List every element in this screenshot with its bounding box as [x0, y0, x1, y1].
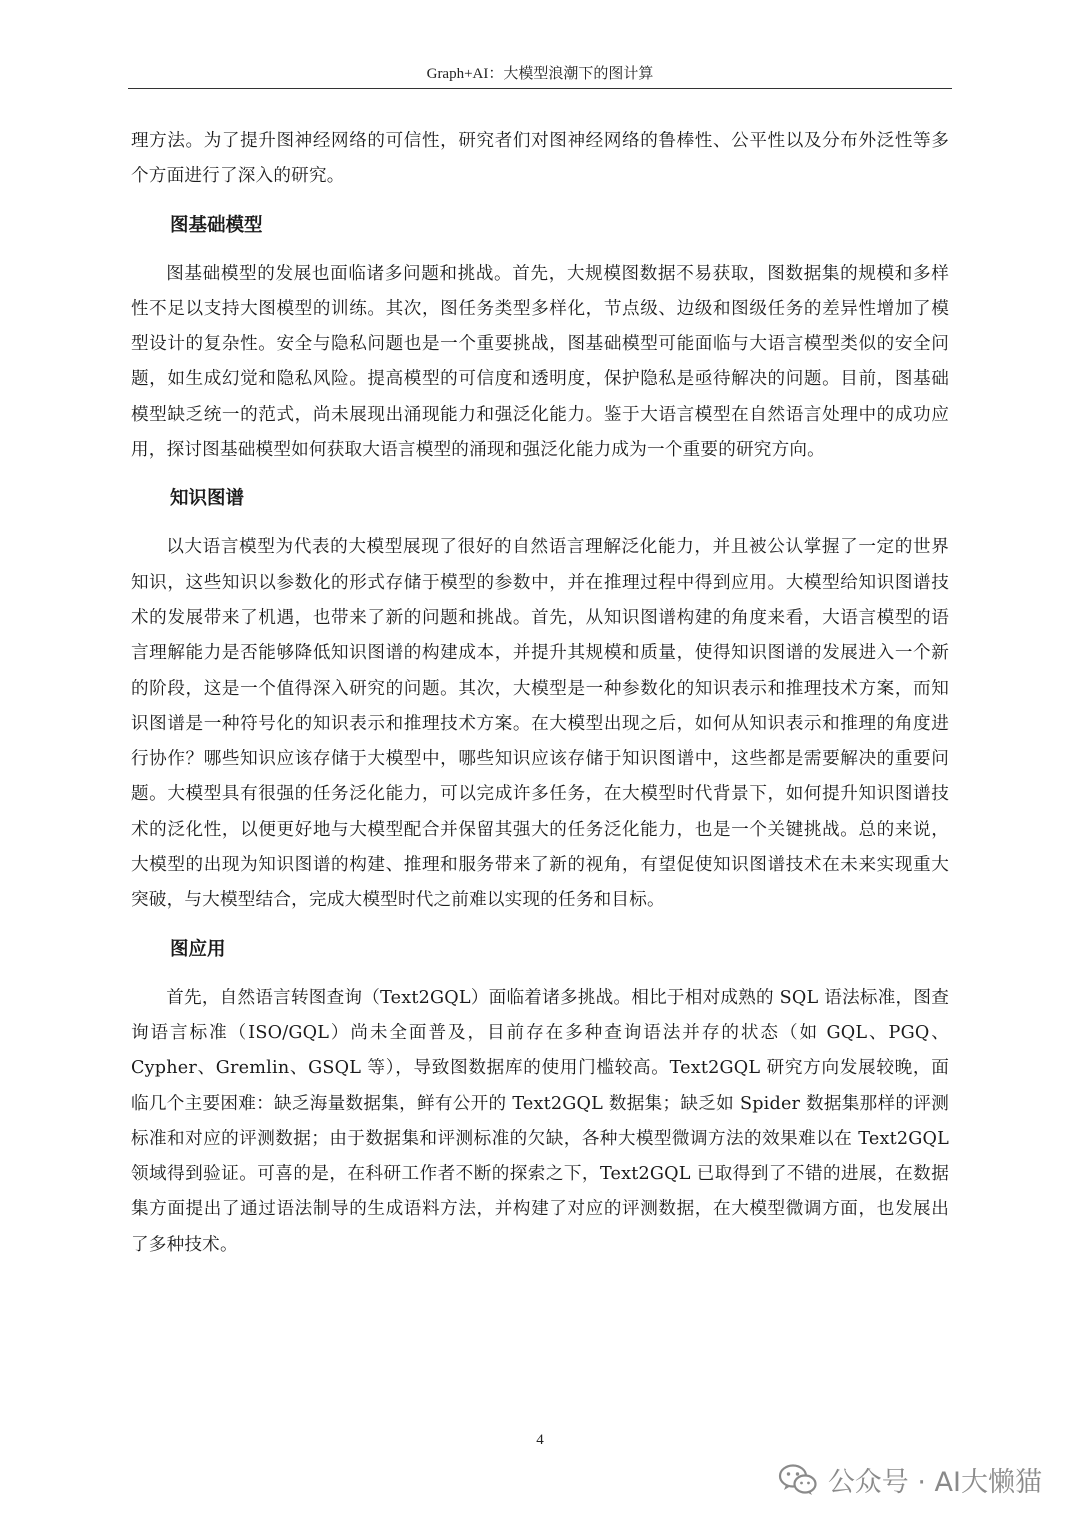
- section-paragraph-knowledge-graph: 以大语言模型为代表的大模型展现了很好的自然语言理解泛化能力，并且被公认掌握了一定的世界知识，这些知识以参数化的形式存储于模型的参数中，并在推理过程中得到应用。大模型给知识图谱技术的发展带来了机遇，也带来了新的问题和挑战。首先，从知识图谱构建的角度来看，大语言模型的语言理解能力是否能够降低知识图谱的构建成本，并提升其规模和质量，使得知识图谱的发展进入一个新的阶段，这是一个值得深入研究的问题。其次，大模型是一种参数化的知识表示和推理技术方案，而知识图谱是一种符号化的知识表示和推理技术方案。在大模型出现之后，如何从知识表示和推理的角度进行协作？哪些知识应该存储于大模型中，哪些知识应该存储于知识图谱中，这些都是需要解决的重要问题。大模型具有很强的任务泛化能力，可以完成许多任务，在大模型时代背景下，如何提升知识图谱技术的泛化性，以便更好地与大模型配合并保留其强大的任务泛化能力，也是一个关键挑战。总的来说，大模型的出现为知识图谱的构建、推理和服务带来了新的视角，有望促使知识图谱技术在未来实现重大突破，与大模型结合，完成大模型时代之前难以实现的任务和目标。: [131, 537, 949, 911]
- watermark-text: 公众号 · AI大懒猫: [827, 1467, 1042, 1498]
- page-number: 4: [536, 1432, 544, 1448]
- header-rule: [128, 88, 952, 89]
- running-header: Graph+AI：大模型浪潮下的图计算: [426, 66, 654, 82]
- section-paragraph-graph-applications: 首先，自然语言转图查询（Text2GQL）面临着诸多挑战。相比于相对成熟的 SQL 语法标准，图查询语言标准（ISO/GQL）尚未全面普及，目前存在多种查询语法并存的状态（如 GQL、PGQ、Cypher、Gremlin、GSQL 等），导致图数据库的使用门槛较高。Text2GQL 研究方向发展较晚，面临几个主要困难：缺乏海量数据集，鲜有公开的 Text2GQL 数据集；缺乏如 Spider 数据集那样的评测标准和对应的评测数据；由于数据集和评测标准的欠缺，各种大模型微调方法的效果难以在 Text2GQL 领域得到验证。可喜的是，在科研工作者不断的探索之下，Text2GQL 已取得到了不错的进展，在数据集方面提出了通过语法制导的生成语料方法，并构建了对应的评测数据，在大模型微调方面，也发展出了多种技术。: [131, 987, 949, 1255]
- watermark: [778, 1460, 1042, 1499]
- section-paragraph-graph-foundation-model: 图基础模型的发展也面临诸多问题和挑战。首先，大规模图数据不易获取，图数据集的规模和多样性不足以支持大图模型的训练。其次，图任务类型多样化，节点级、边级和图级任务的差异性增加了模型设计的复杂性。安全与隐私问题也是一个重要挑战，图基础模型可能面临与大语言模型类似的安全问题，如生成幻觉和隐私风险。提高模型的可信度和透明度，保护隐私是亟待解决的问题。目前，图基础模型缺乏统一的范式，尚未展现出涌现能力和强泛化能力。鉴于大语言模型在自然语言处理中的成功应用，探讨图基础模型如何获取大语言模型的涌现和强泛化能力成为一个重要的研究方向。: [131, 263, 949, 461]
- section-heading-graph-applications: 图应用: [170, 938, 226, 960]
- intro-paragraph: 理方法。为了提升图神经网络的可信性，研究者们对图神经网络的鲁棒性、公平性以及分布外泛性等多个方面进行了深入的研究。: [131, 131, 949, 187]
- section-heading-graph-foundation-model: 图基础模型: [170, 214, 263, 236]
- section-heading-knowledge-graph: 知识图谱: [170, 488, 245, 510]
- wechat-icon: [778, 1463, 818, 1497]
- document-body: [131, 124, 949, 1263]
